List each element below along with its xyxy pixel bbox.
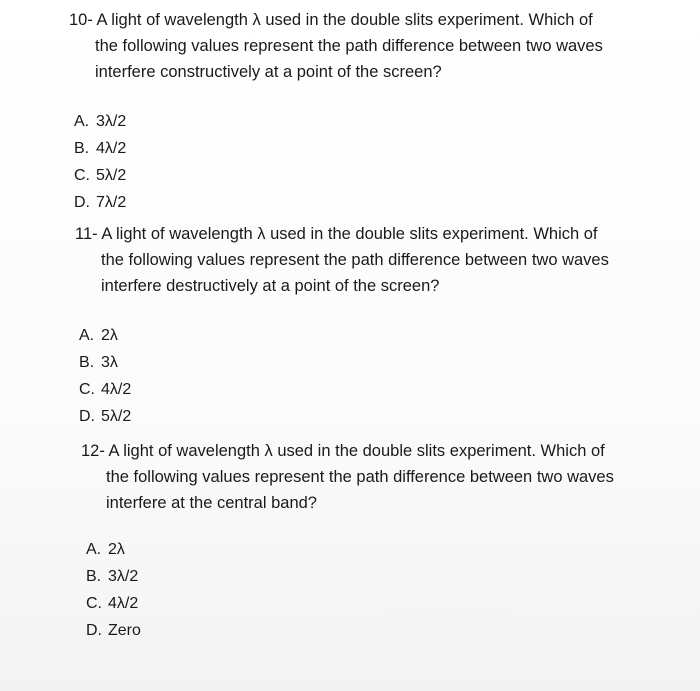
stem-line-2: the following values represent the path difference between two waves (106, 468, 614, 486)
option-d[interactable] (74, 189, 126, 216)
option-letter: A. (74, 113, 90, 130)
question-number: 11- (75, 225, 98, 243)
option-letter: D. (86, 622, 102, 639)
option-text: 4λ/2 (108, 595, 139, 612)
answer-options (74, 108, 126, 216)
stem-line-3: interfere constructively at a point of the screen? (95, 63, 442, 81)
option-b[interactable] (86, 563, 141, 590)
stem-line-1 (69, 7, 629, 33)
option-letter: C. (79, 381, 95, 398)
option-text: 3λ/2 (108, 568, 139, 585)
option-text: 3λ (101, 354, 118, 371)
option-b[interactable] (74, 135, 126, 162)
option-a[interactable] (79, 322, 131, 349)
option-text: Zero (108, 622, 141, 639)
stem-text: A light of wavelength λ used in the double slits experiment. Which of (108, 442, 605, 460)
stem-line-1 (75, 221, 635, 247)
question-stem (69, 7, 629, 85)
question-stem (75, 221, 635, 299)
question-stem (81, 438, 641, 516)
option-letter: A. (86, 541, 102, 558)
option-text: 2λ (108, 541, 125, 558)
option-a[interactable] (86, 536, 141, 563)
question-number: 12- (81, 442, 105, 460)
stem-line-2: the following values represent the path difference between two waves (101, 251, 609, 269)
option-letter: D. (79, 408, 95, 425)
question-number: 10- (69, 11, 93, 29)
answer-options (86, 536, 141, 644)
stem-line-3: interfere at the central band? (106, 494, 317, 512)
stem-line-1 (81, 438, 641, 464)
option-letter: B. (86, 568, 102, 585)
option-letter: C. (86, 595, 102, 612)
option-text: 5λ/2 (96, 167, 127, 184)
option-text: 4λ/2 (101, 381, 132, 398)
option-text: 3λ/2 (96, 113, 127, 130)
stem-line-2: the following values represent the path difference between two waves (95, 37, 603, 55)
option-d[interactable] (86, 617, 141, 644)
stem-line-3: interfere destructively at a point of the screen? (101, 277, 440, 295)
option-letter: B. (79, 354, 95, 371)
option-a[interactable] (74, 108, 126, 135)
stem-text: A light of wavelength λ used in the double slits experiment. Which of (101, 225, 598, 243)
option-letter: A. (79, 327, 95, 344)
option-c[interactable] (79, 376, 131, 403)
option-letter: D. (74, 194, 90, 211)
option-letter: B. (74, 140, 90, 157)
option-text: 2λ (101, 327, 118, 344)
option-c[interactable] (74, 162, 126, 189)
option-text: 5λ/2 (101, 408, 132, 425)
option-text: 4λ/2 (96, 140, 127, 157)
option-c[interactable] (86, 590, 141, 617)
option-letter: C. (74, 167, 90, 184)
option-b[interactable] (79, 349, 131, 376)
option-d[interactable] (79, 403, 131, 430)
answer-options (79, 322, 131, 430)
option-text: 7λ/2 (96, 194, 127, 211)
stem-text: A light of wavelength λ used in the double slits experiment. Which of (96, 11, 593, 29)
